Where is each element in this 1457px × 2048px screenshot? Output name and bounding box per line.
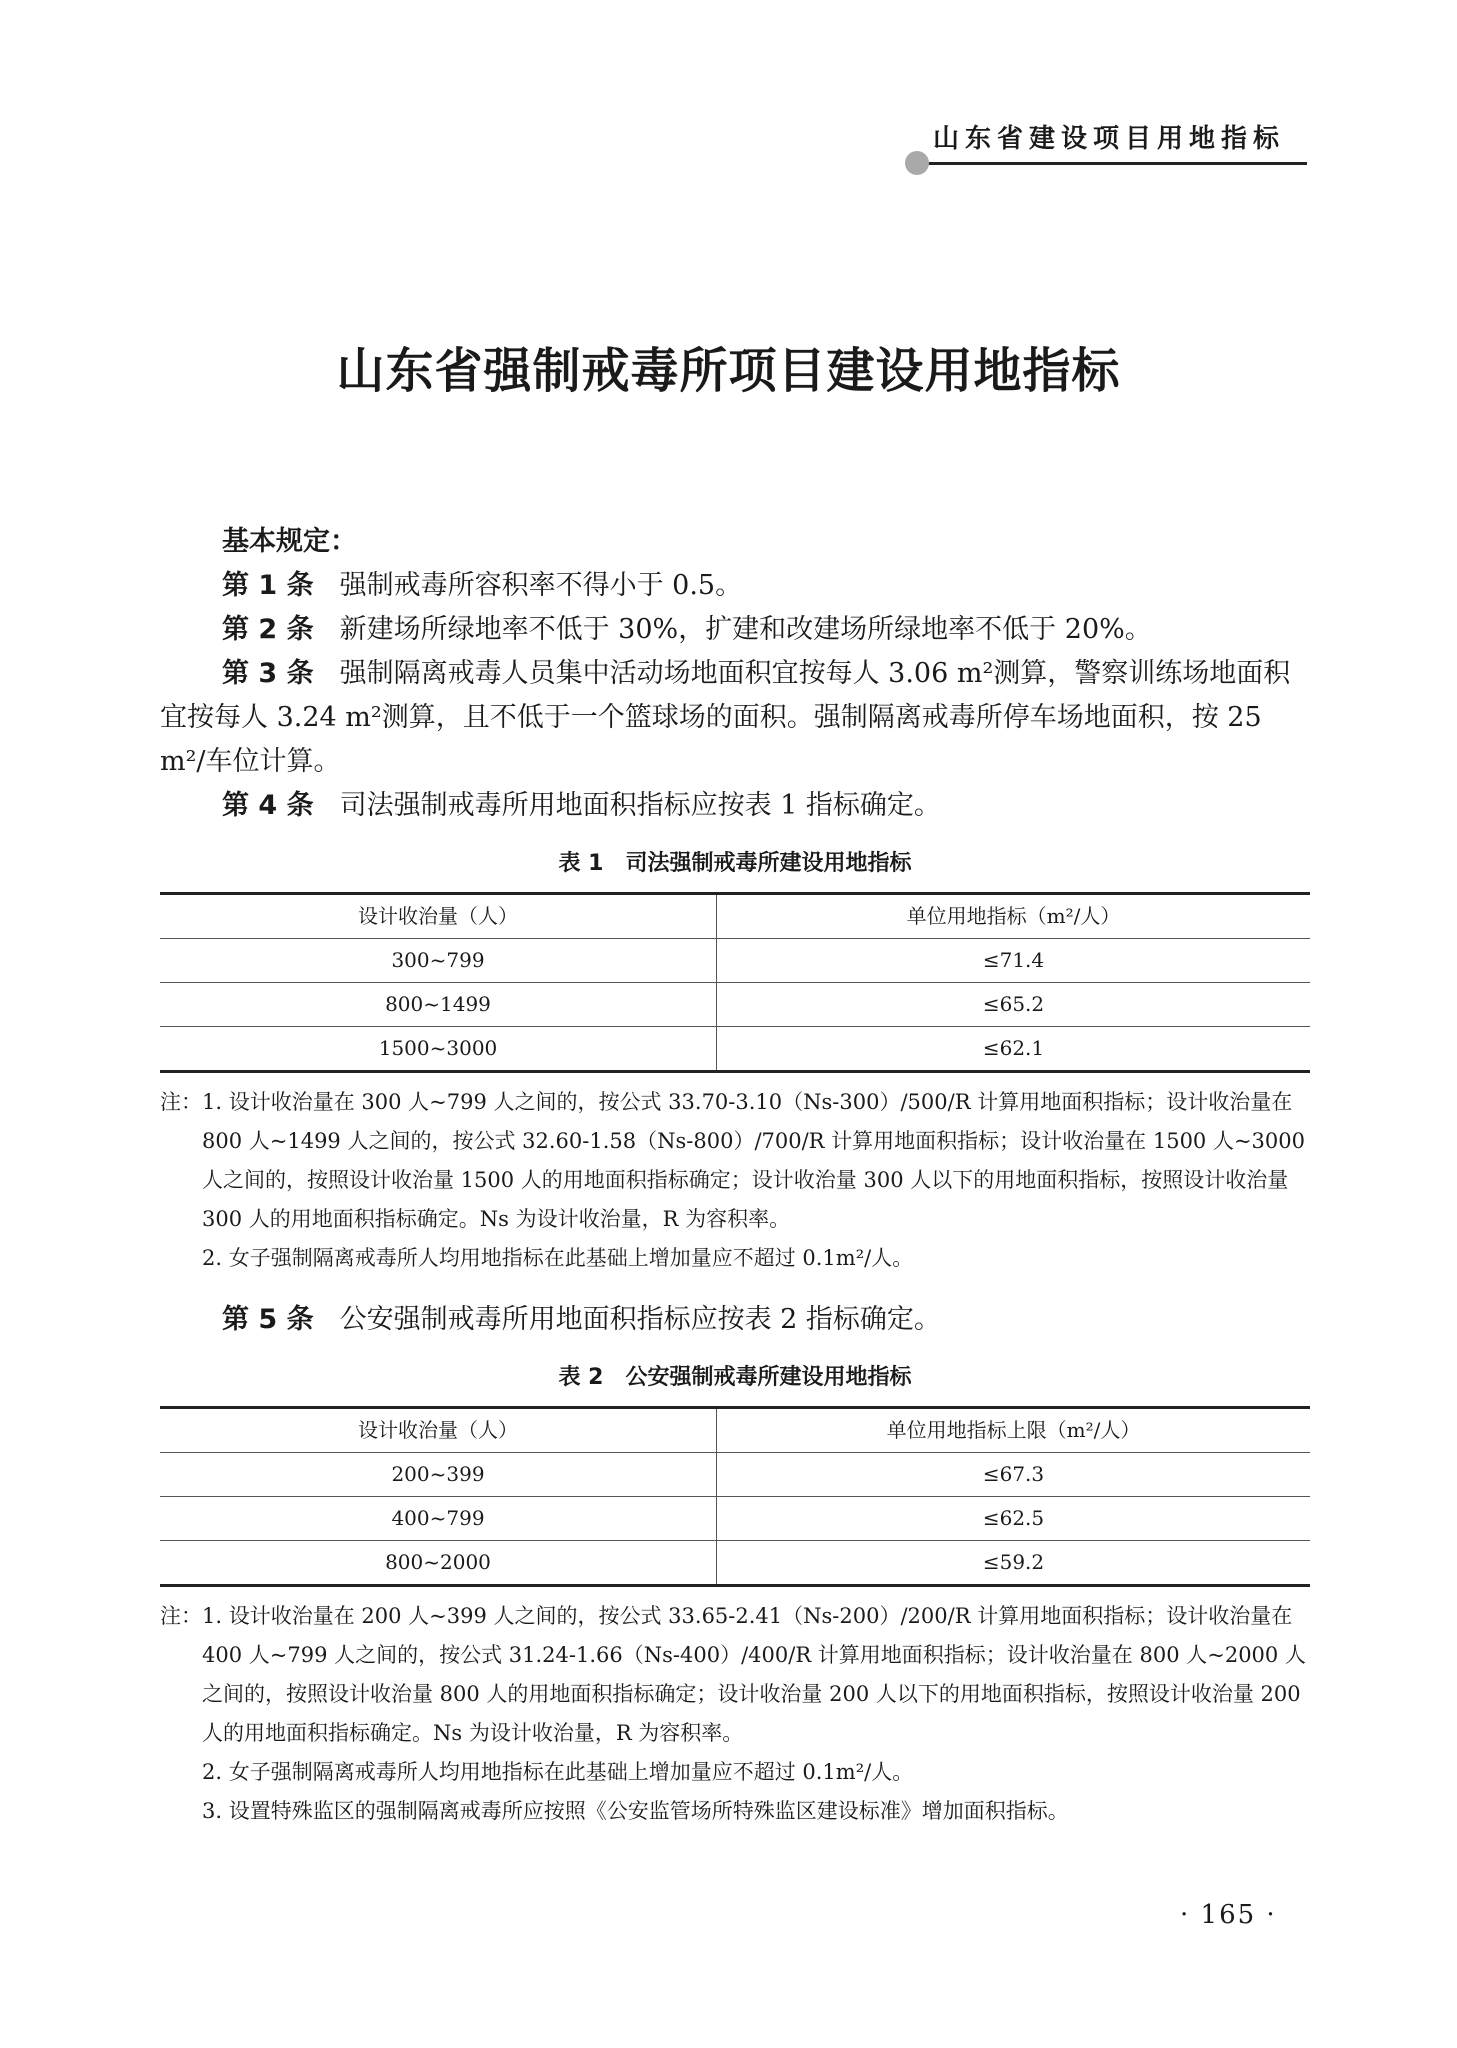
table-cell: ≤71.4 <box>717 939 1311 983</box>
notes-prefix: 注： <box>160 1090 202 1114</box>
table-cell: 800~2000 <box>160 1541 717 1586</box>
table-cell: ≤59.2 <box>717 1541 1311 1586</box>
article-text: 强制戒毒所容积率不得小于 0.5。 <box>339 570 743 601</box>
article-2 <box>160 608 1310 652</box>
table-cell: 200~399 <box>160 1453 717 1497</box>
page-number: · 165 · <box>1180 1900 1277 1930</box>
article-label: 第 4 条 <box>222 790 314 821</box>
table-cell: 300~799 <box>160 939 717 983</box>
note-text: 1. 设计收治量在 200 人~399 人之间的，按公式 33.65-2.41（Ns-200）/200/R 计算用地面积指标；设计收治量在 400 人~799 人之间的，按公式 31.24-1.66（Ns-400）/400/R 计算用地面积指标；设计收治量在 800 人~2000 人之间的，按照设计收治量 800 人的用地面积指标确定；设计收治量 200 人以下的用地面积指标，按照设计收治量 200 人的用地面积指标确定。Ns 为设计收治量，R 为容积率。 <box>202 1604 1306 1745</box>
table-cell: ≤65.2 <box>717 983 1311 1027</box>
note-item <box>160 1239 1310 1278</box>
note-item <box>160 1597 1310 1753</box>
table-header-row <box>160 894 1310 939</box>
table-row <box>160 1497 1310 1541</box>
table-cell: 1500~3000 <box>160 1027 717 1072</box>
article-label: 第 2 条 <box>222 614 314 645</box>
header-rule <box>923 162 1307 165</box>
table-cell: 400~799 <box>160 1497 717 1541</box>
note-item <box>160 1083 1310 1239</box>
running-title: 山东省建设项目用地指标 <box>932 124 1285 154</box>
main-content <box>160 520 1310 1831</box>
article-label: 第 3 条 <box>222 658 314 689</box>
table-row <box>160 1541 1310 1586</box>
article-5 <box>160 1298 1310 1342</box>
note-item <box>160 1792 1310 1831</box>
table-header-row <box>160 1408 1310 1453</box>
article-text: 公安强制戒毒所用地面积指标应按表 2 指标确定。 <box>339 1304 941 1335</box>
table-row <box>160 983 1310 1027</box>
article-text: 强制隔离戒毒人员集中活动场地面积宜按每人 3.06 m²测算，警察训练场地面积宜按每人 3.24 m²测算，且不低于一个篮球场的面积。强制隔离戒毒所停车场地面积，按 25 m²/车位计算。 <box>160 658 1291 777</box>
table-cell: ≤62.1 <box>717 1027 1311 1072</box>
page-title: 山东省强制戒毒所项目建设用地指标 <box>336 343 1121 399</box>
article-text: 司法强制戒毒所用地面积指标应按表 1 指标确定。 <box>339 790 941 821</box>
table-row <box>160 939 1310 983</box>
table-cell: ≤62.5 <box>717 1497 1311 1541</box>
column-header: 设计收治量（人） <box>160 1408 717 1453</box>
table-row <box>160 1027 1310 1072</box>
column-header: 单位用地指标（m²/人） <box>717 894 1311 939</box>
article-text: 新建场所绿地率不低于 30%，扩建和改建场所绿地率不低于 20%。 <box>339 614 1152 645</box>
table1-notes <box>160 1083 1310 1278</box>
table-cell: 800~1499 <box>160 983 717 1027</box>
note-item <box>160 1753 1310 1792</box>
note-text: 1. 设计收治量在 300 人~799 人之间的，按公式 33.70-3.10（Ns-300）/500/R 计算用地面积指标；设计收治量在 800 人~1499 人之间的，按公式 32.60-1.58（Ns-800）/700/R 计算用地面积指标；设计收治量在 1500 人~3000 人之间的，按照设计收治量 1500 人的用地面积指标确定；设计收治量 300 人以下的用地面积指标，按照设计收治量 300 人的用地面积指标确定。Ns 为设计收治量，R 为容积率。 <box>202 1090 1305 1231</box>
article-4 <box>160 784 1310 828</box>
table1 <box>160 892 1310 1073</box>
table-cell: ≤67.3 <box>717 1453 1311 1497</box>
header-dot-icon <box>905 151 929 175</box>
running-header <box>905 118 1307 168</box>
article-label: 第 1 条 <box>222 570 314 601</box>
notes-prefix: 注： <box>160 1604 202 1628</box>
table2-notes <box>160 1597 1310 1831</box>
note-text: 2. 女子强制隔离戒毒所人均用地指标在此基础上增加量应不超过 0.1m²/人。 <box>202 1246 914 1270</box>
column-header: 单位用地指标上限（m²/人） <box>717 1408 1311 1453</box>
note-text: 2. 女子强制隔离戒毒所人均用地指标在此基础上增加量应不超过 0.1m²/人。 <box>202 1760 914 1784</box>
article-label: 第 5 条 <box>222 1304 314 1335</box>
article-1 <box>160 564 1310 608</box>
table2 <box>160 1406 1310 1587</box>
table1-caption: 表 1 司法强制戒毒所建设用地指标 <box>558 851 912 876</box>
table-row <box>160 1453 1310 1497</box>
basic-rules-heading: 基本规定： <box>222 526 357 557</box>
article-3 <box>160 652 1310 784</box>
note-text: 3. 设置特殊监区的强制隔离戒毒所应按照《公安监管场所特殊监区建设标准》增加面积指标。 <box>202 1799 1069 1823</box>
column-header: 设计收治量（人） <box>160 894 717 939</box>
table2-caption: 表 2 公安强制戒毒所建设用地指标 <box>558 1365 912 1390</box>
